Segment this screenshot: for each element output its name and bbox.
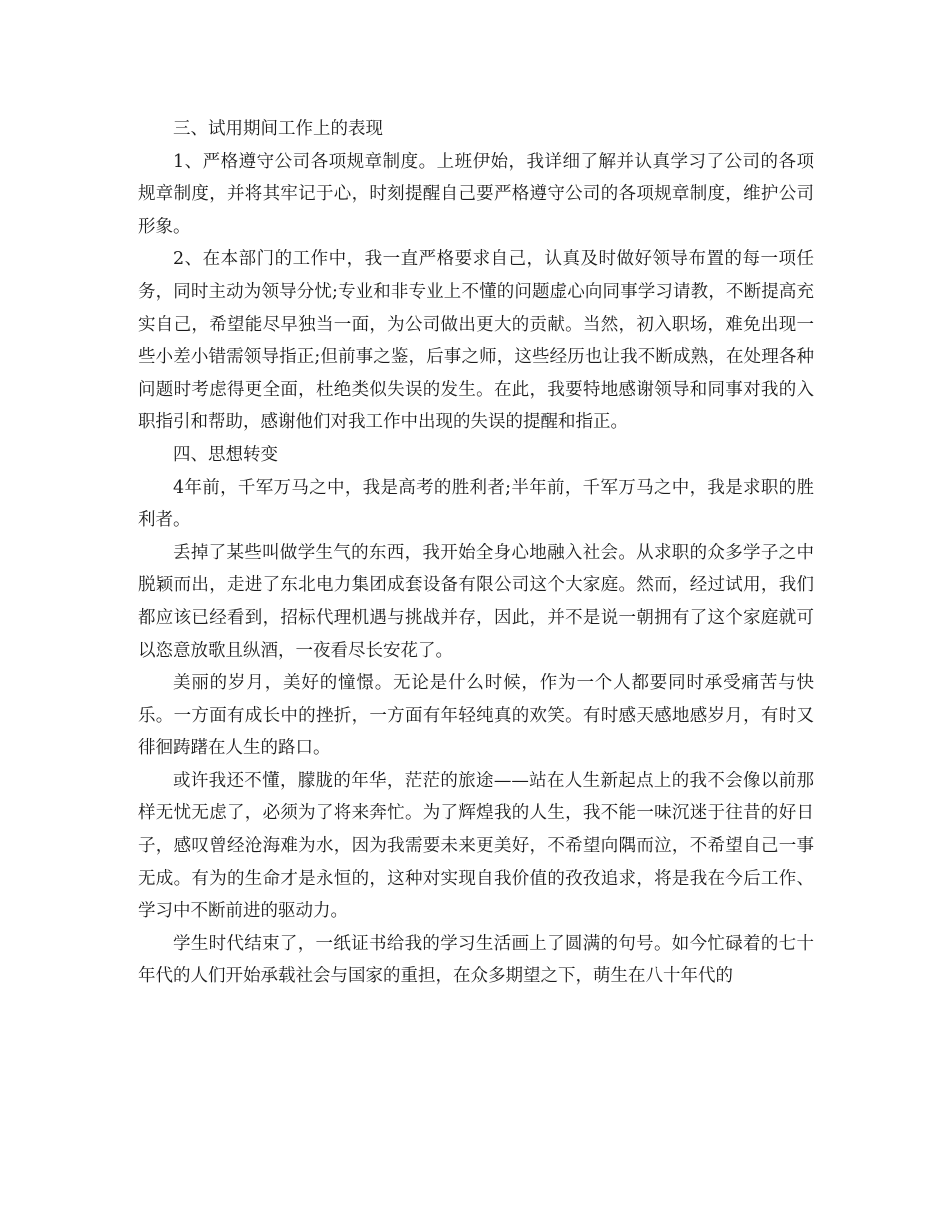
paragraph-join-company: 丢掉了某些叫做学生气的东西，我开始全身心地融入社会。从求职的众多学子之中脱颖而出，走进了东北电力集团成套设备有限公司这个大家庭。然而，经过试用，我们都应该已经看到，招标代理机遇与挑战并存，因此，并不是说一朝拥有了这个家庭就可以恣意放歌且纵酒，一夜看尽长安花了。 bbox=[138, 542, 814, 661]
paragraph-maybe: 或许我还不懂，朦胧的年华，茫茫的旅途——站在人生新起点上的我不会像以前那样无忧无虑了，必须为了将来奔忙。为了辉煌我的人生，我不能一味沉迷于往昔的好日子，感叹曾经沧海难为水，因为我需要未来更美好，不希望向隅而泣，不希望自己一事无成。有为的生命才是永恒的，这种对实现自我价值的孜孜追求，将是我在今后工作、学习中不断前进的驱动力。 bbox=[138, 770, 814, 922]
section-heading-3: 三、试用期间工作上的表现 bbox=[173, 119, 383, 139]
paragraph-four-years: 4年前，千军万马之中，我是高考的胜利者;半年前，千军万马之中，我是求职的胜利者。 bbox=[138, 477, 814, 531]
paragraph-department-work: 2、在本部门的工作中，我一直严格要求自己，认真及时做好领导布置的每一项任务，同时主动为领导分忧;专业和非专业上不懂的问题虚心向同事学习请教，不断提高充实自己，希望能尽早独当一面，为公司做出更大的贡献。当然，初入职场，难免出现一些小差小错需领导指正;但前事之鉴，后事之师，这些经历也让我不断成熟，在处理各种问题时考虑得更全面，杜绝类似失误的发生。在此，我要特地感谢领导和同事对我的入职指引和帮助，感谢他们对我工作中出现的失误的提醒和指正。 bbox=[138, 249, 814, 433]
section-heading-4: 四、思想转变 bbox=[173, 444, 278, 465]
document-body bbox=[138, 113, 814, 993]
paragraph-rules: 1、严格遵守公司各项规章制度。上班伊始，我详细了解并认真学习了公司的各项规章制度，并将其牢记于心，时刻提醒自己要严格遵守公司的各项规章制度，维护公司形象。 bbox=[138, 151, 814, 237]
paragraph-student-era: 学生时代结束了，一纸证书给我的学习生活画上了圆满的句号。如今忙碌着的七十年代的人们开始承载社会与国家的重担，在众多期望之下，萌生在八十年代的 bbox=[138, 933, 814, 987]
paragraph-beautiful-years: 美丽的岁月，美好的憧憬。无论是什么时候，作为一个人都要同时承受痛苦与快乐。一方面有成长中的挫折，一方面有年轻纯真的欢笑。有时感天感地感岁月，有时又徘徊踌躇在人生的路口。 bbox=[138, 673, 814, 759]
